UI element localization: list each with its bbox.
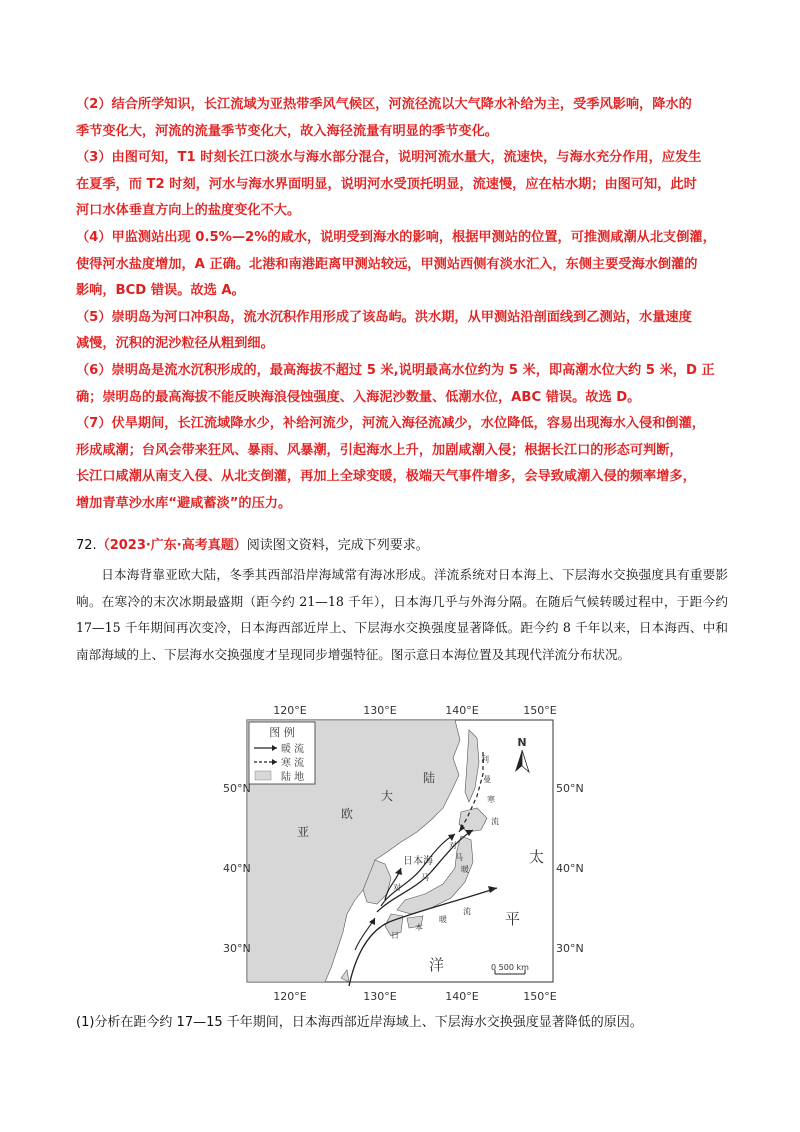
passage: [76, 562, 728, 668]
tsushima-right-char-1: 对: [449, 841, 457, 850]
tsushima-right-char-3: 暖: [461, 865, 469, 874]
bottom-lon-120: 120°E: [273, 990, 307, 1003]
question-header: [76, 533, 726, 559]
question-instruction: 阅读图文资料，完成下列要求。: [246, 538, 429, 553]
map-svg: [223, 700, 584, 1008]
top-lon-140: 140°E: [445, 704, 479, 717]
passage-paragraph: 日本海背靠亚欧大陆，冬季其西部沿岸海域常有海冰形成。洋流系统对日本海上、下层海水交换强度具有重要影响。在寒冷的末次冰期最盛期（距今约 21—18 千年），日本海几乎与外海分隔。在随后气候转暖过程中，于距今约 17—15 千年期间再次变冷，日本海西部近岸上、下层海水交换强度显著降低。距今约 8 千年以来，日本海西、中和南部海域的上、下层海水交换强度才呈现同步增强特征。图示意日本海位置及其现代洋流分布状况。: [76, 567, 728, 662]
bottom-lon-130: 130°E: [363, 990, 397, 1003]
legend-warm-label: 暖 流: [281, 744, 305, 755]
north-label: N: [517, 736, 527, 749]
legend: [249, 722, 315, 784]
liman-char-3: 寒: [487, 795, 495, 804]
land-label-lu: 陆: [423, 771, 436, 785]
ocean-label-yang: 洋: [429, 956, 445, 974]
top-lon-130: 130°E: [363, 704, 397, 717]
liman-char-2: 曼: [483, 775, 491, 784]
liman-char-4: 流: [491, 817, 499, 826]
question-source: （2023·广东·高考真题）: [96, 538, 247, 553]
left-lat-40: 40°N: [223, 862, 251, 875]
japan-sea-map: [223, 700, 584, 1008]
ocean-label-tai: 太: [529, 848, 545, 866]
legend-land-swatch: [255, 771, 271, 780]
question-number: 72.: [76, 538, 97, 553]
tsushima-right-char-2: 马: [455, 853, 463, 862]
kuroshio-char-4: 流: [463, 907, 471, 916]
top-lon-150: 150°E: [523, 704, 557, 717]
sub-question-1: (1)分析在距今约 17—15 千年期间，日本海西部近岸海域上、下层海水交换强度显著降低的原因。: [76, 1015, 643, 1030]
right-lat-30: 30°N: [556, 942, 584, 955]
top-lon-120: 120°E: [273, 704, 307, 717]
scale-label: 0 500 km: [491, 963, 529, 972]
answer-2: （2）结合所学知识，长江流域为亚热带季风气候区，河流径流以大气降水补给为主，受季风影响，降水的 季节变化大，河流的流量季节变化大，故入海径流量有明显的季节变化。: [76, 97, 692, 139]
land-label-da: 大: [381, 789, 394, 803]
legend-title: 图 例: [269, 726, 295, 739]
land-label-ya: 亚: [297, 825, 310, 839]
tsushima-left-char: 对: [393, 883, 401, 892]
answer-5: （5）崇明岛为河口冲积岛，流水沉积作用形成了该岛屿。洪水期，从甲测站沿剖面线到乙测站，水量速度 减慢，沉积的泥沙粒径从粗到细。: [76, 309, 692, 352]
left-lat-50: 50°N: [223, 782, 251, 795]
answer-6: （6）崇明岛是流水沉积形成的，最高海拔不超过 5 米,说明最高水位约为 5 米，即高潮水位大约 5 米，D 正 确；崇明岛的最高海拔不能反映海浪侵蚀强度、入海泥沙数量、低潮水位，ABC 错误。故选 D。: [76, 362, 715, 405]
kuroshio-char-3: 暖: [439, 915, 447, 924]
ocean-label-ping: 平: [505, 910, 521, 928]
left-lat-30: 30°N: [223, 942, 251, 955]
legend-land-label: 陆 地: [281, 772, 305, 783]
tsushima-mid-char: 马: [421, 873, 429, 882]
answer-3: （3）由图可知，T1 时刻长江口淡水与海水部分混合，说明河流水量大，流速快，与海水充分作用，应发生 在夏季，而 T2 时刻，河水与海水界面明显，说明河水受顶托明显，流速慢，应在枯水期；由图可知，此时 河口水体垂直方向上的盐度变化不大。: [76, 150, 702, 219]
kuroshio-char-2: 本: [415, 923, 423, 932]
land-label-ou: 欧: [341, 807, 354, 821]
answer-block: [76, 92, 726, 518]
legend-cold-label: 寒 流: [281, 758, 305, 769]
answer-4: （4）甲监测站出现 0.5%—2%的咸水，说明受到海水的影响，根据甲测站的位置，可推测咸潮从北支倒灌， 使得河水盐度增加，A 正确。北港和南港距离甲测站较远，甲测站西侧有淡水汇入，东侧主要受海水倒灌的 影响，BCD 错误。故选 A。: [76, 229, 716, 299]
answer-7: （7）伏旱期间，长江流域降水少，补给河流少，河流入海径流减少，水位降低，容易出现海水入侵和倒灌， 形成咸潮；台风会带来狂风、暴雨、风暴潮，引起海水上升，加剧咸潮入侵；根据长江口的形态可判断， 长江口咸潮从南支入侵、从北支倒灌，再加上全球变暖，极端天气事件增多，会导致咸潮入侵的频率增多， 增加青草沙水库“避咸蓄淡”的压力。: [76, 416, 705, 511]
bottom-lon-140: 140°E: [445, 990, 479, 1003]
sea-label: 日本海: [403, 856, 433, 867]
liman-char-1: 利: [481, 755, 489, 764]
right-lat-50: 50°N: [556, 782, 584, 795]
kuroshio-char-1: 日: [391, 931, 399, 940]
bottom-lon-150: 150°E: [523, 990, 557, 1003]
right-lat-40: 40°N: [556, 862, 584, 875]
